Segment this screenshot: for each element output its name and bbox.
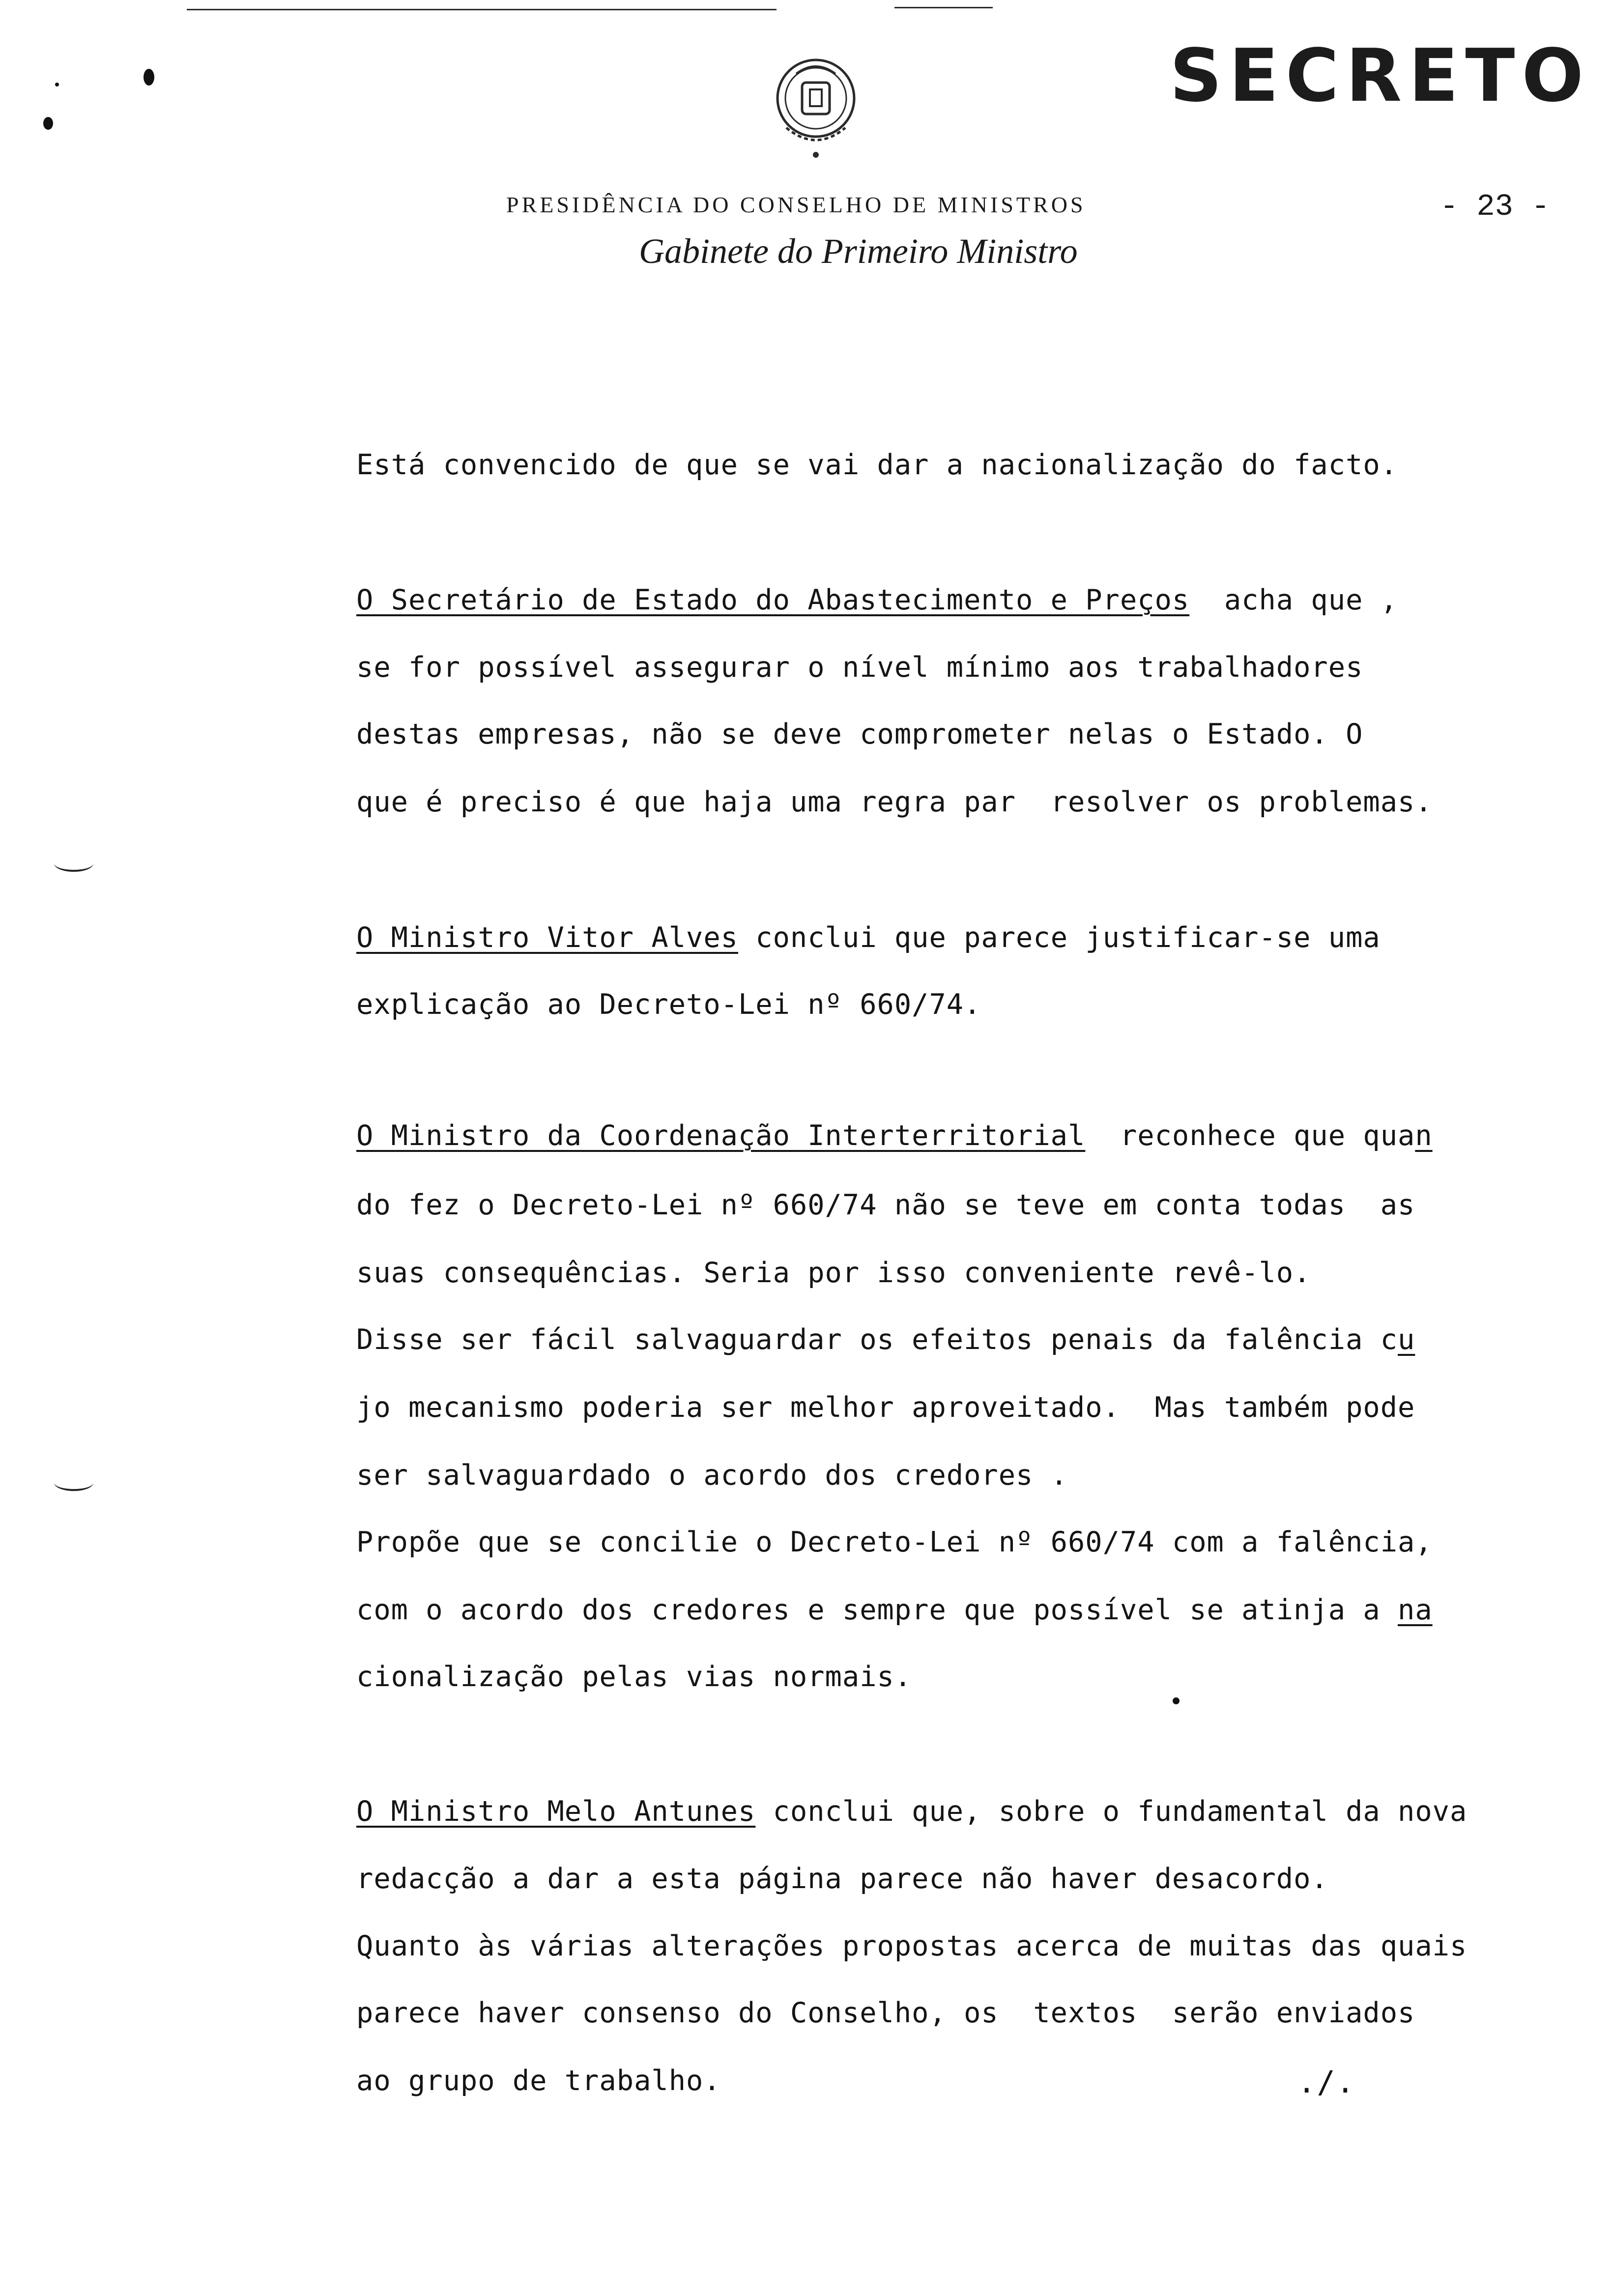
classification-stamp: SECRETO xyxy=(1170,33,1591,118)
margin-speck xyxy=(1173,1697,1180,1704)
punch-hole-mark xyxy=(54,1474,93,1491)
text-line: ao grupo de trabalho. xyxy=(356,2065,721,2097)
scan-line-top-left xyxy=(187,9,777,10)
text-line: do fez o Decreto-Lei nº 660/74 não se teve em conta todas as xyxy=(356,1189,1415,1221)
speaker-name: O Ministro Vitor Alves xyxy=(356,921,738,954)
text-line: O Ministro Melo Antunes conclui que, sobre o fundamental da nova xyxy=(356,1795,1468,1828)
text-line: destas empresas, não se deve comprometer nelas o Estado. O xyxy=(356,718,1363,750)
speaker-name: O Ministro da Coordenação Interterritorial xyxy=(356,1119,1086,1152)
continuation-mark: ./. xyxy=(1297,2064,1355,2100)
margin-speck xyxy=(43,117,53,130)
speaker-name: O Secretário de Estado do Abastecimento e Preços xyxy=(356,584,1190,616)
text-line: se for possível assegurar o nível mínimo aos trabalhadores xyxy=(356,651,1363,684)
text-line: O Ministro Vitor Alves conclui que parece justificar-se uma xyxy=(356,921,1381,954)
text-line: O Secretário de Estado do Abastecimento e Preços acha que , xyxy=(356,584,1398,616)
cabinet-subheading: Gabinete do Primeiro Ministro xyxy=(639,231,1078,271)
text-line: Propõe que se concilie o Decreto-Lei nº 660/74 com a falência, xyxy=(356,1526,1433,1558)
text-line: ser salvaguardado o acordo dos credores . xyxy=(356,1459,1068,1492)
page-number: - 23 - xyxy=(1440,189,1550,224)
text-line: Está convencido de que se vai dar a nacionalização do facto. xyxy=(356,449,1398,481)
text-line: com o acordo dos credores e sempre que possível se atinja a na xyxy=(356,1594,1433,1626)
text-line: explicação ao Decreto-Lei nº 660/74. xyxy=(356,988,981,1021)
text-line: Disse ser fácil salvaguardar os efeitos penais da falência cu xyxy=(356,1323,1415,1356)
text-line: redacção a dar a esta página parece não haver desacordo. xyxy=(356,1863,1328,1895)
punch-hole-mark xyxy=(54,855,93,872)
margin-speck xyxy=(144,69,154,86)
scan-line-top-right xyxy=(894,7,993,8)
speaker-name: O Ministro Melo Antunes xyxy=(356,1795,756,1828)
coat-of-arms-seal-icon xyxy=(767,54,865,162)
text-line: parece haver consenso do Conselho, os textos serão enviados xyxy=(356,1997,1415,2029)
institution-heading: PRESIDÊNCIA DO CONSELHO DE MINISTROS xyxy=(506,192,1086,217)
text-line: que é preciso é que haja uma regra par resolver os problemas. xyxy=(356,786,1433,818)
text-line: cionalização pelas vias normais. xyxy=(356,1661,912,1693)
text-line: O Ministro da Coordenação Interterritorial reconhece que quan xyxy=(356,1119,1433,1152)
text-line: suas consequências. Seria por isso conveniente revê-lo. xyxy=(356,1257,1311,1289)
margin-speck xyxy=(55,83,59,86)
text-line: Quanto às várias alterações propostas acerca de muitas das quais xyxy=(356,1930,1468,1962)
text-line: jo mecanismo poderia ser melhor aproveitado. Mas também pode xyxy=(356,1391,1415,1424)
